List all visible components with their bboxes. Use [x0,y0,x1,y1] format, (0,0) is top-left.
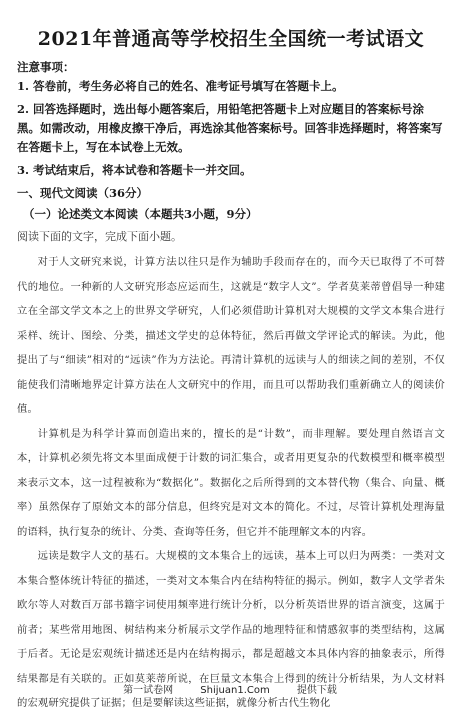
notice-item-2: 2. 回答选择题时，选出每小题答案后，用铅笔把答题卡上对应题目的答案标号涂黑。如需改动，用橡皮擦干净后，再选涂其他答案标号。回答非选择题时，将答案写在答题卡上，写在本试卷上无效。 [17,102,443,154]
notice-item-3: 3. 考试结束后，将本试卷和答题卡一并交回。 [17,163,252,177]
reading-instruction: 阅读下面的文字，完成下面小题。 [17,230,182,243]
passage-paragraph-3: 远读是数字人文的基石。大规模的文本集合上的远读，基本上可以归为两类：一类对文本集合整体统计特征的描述，一类对文本集合内在结构特征的揭示。例如，数字人文学者朱欧尔等人对数百万部书籍字词使用频率进行统计分析，以分析英语世界的语言演变，这属于前者；某些常用地图、树结构来分析展示文学作品的地理特征和情感叙事的类型结构，这属于后者。无论是宏观统计描述还是内在结构揭示，都是超越文本具体内容的抽象表示，所得结果都是有关联的。正如莫莱蒂所说，在巨量文本集合上得到的统计分析结果，为人文材料的宏观研究提供了证据；但是要解读这些证据，就像分析古代生物化 [17,550,445,709]
section-title: 一、现代文阅读（36分） [17,186,149,200]
passage-paragraph-1: 对于人文研究来说，计算方法以往只是作为辅助手段而存在的，而今天已取得了不可替代的地位。一种新的人文研究形态应运而生，这就是“数字人文”。学者莫莱蒂曾倡导一种建立在全部文学文本之上的世界文学研究，人们必须借助计算机对大规模的文学文本集合进行采样、统计、图绘、分类，描述文学史的总体特征，然后再做文学评论式的解读。为此，他提出了与“细读”相对的“远读”作为方法论。再清计算机的远读与人的细读之间的差别，不仅能使我们清晰地界定计算方法在人文研究中的作用，而且可以帮助我们重新确立人的阅读价值。 [17,256,445,415]
notice-heading: 注意事项： [17,60,75,74]
notice-item-1: 1. 答卷前，考生务必将自己的姓名、准考证号填写在答题卡上。 [17,79,344,93]
passage-paragraph-2: 计算机是为科学计算而创造出来的，擅长的是“计数”，而非理解。要处理自然语言文本，计算机必须先将文本里面成便于计数的词汇集合，或者用更复杂的代数模型和概率模型来表示文本，这一过程被称为“数据化”。数据化之后所得到的文本替代物（集合、向量、概率）虽然保存了原始文本的部分信息，但终究是对文本的简化。不过，尽管计算机处理海量的语料，执行复杂的统计、分类、查询等任务，但它并不能理解文本的内容。 [17,427,445,538]
exam-title: 2021年普通高等学校招生全国统一考试语文 [37,28,425,50]
footer-site-name: 第一试卷网 [123,685,174,696]
footer-download-text: 提供下载 [296,685,337,696]
subsection-title: （一）论述类文本阅读（本题共3小题，9分） [23,207,258,221]
page-footer [0,681,460,696]
footer-site-url: Shijuan1.Com [200,685,270,696]
